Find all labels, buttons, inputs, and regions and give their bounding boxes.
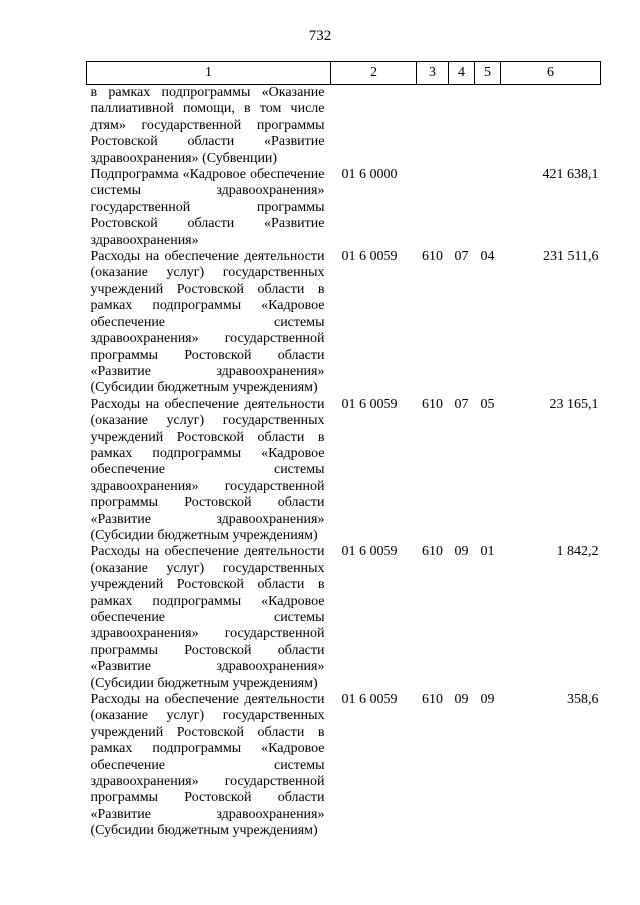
- table-row: [87, 397, 601, 545]
- row-section: 09: [454, 692, 469, 708]
- row-section: 07: [454, 249, 469, 265]
- header-col-6: 6: [501, 62, 601, 85]
- row-section: [449, 167, 475, 249]
- header-col-1: 1: [87, 62, 331, 85]
- row-description: Расходы на обеспечение деятельности (оказание услуг) государственных учреждений Ростовской области в рамках подпрограммы «Кадровое обеспечение системы здравоохранения» государственной программы Ростовской области «Развитие здравоохранения» (Субсидии бюджетным учреждениям): [90, 692, 325, 839]
- row-target-code: 01 6 0059: [341, 396, 398, 412]
- header-col-5: 5: [475, 62, 501, 85]
- row-expense-type: 610: [422, 396, 443, 412]
- row-subsection: 01: [480, 544, 495, 560]
- header-col-2: 2: [331, 62, 417, 85]
- row-target-code: 01 6 0059: [341, 692, 398, 708]
- row-expense-type: [417, 167, 449, 249]
- table-row: [87, 692, 601, 840]
- header-col-4: 4: [449, 62, 475, 85]
- row-amount: 358,6: [567, 692, 599, 708]
- header-col-3: 3: [417, 62, 449, 85]
- row-section: 07: [454, 396, 469, 412]
- row-expense-type: 610: [422, 249, 443, 265]
- row-subsection: 05: [480, 396, 495, 412]
- row-amount: 421 638,1: [542, 167, 599, 183]
- row-description: Расходы на обеспечение деятельности (оказание услуг) государственных учреждений Ростовской области в рамках подпрограммы «Кадровое обеспечение системы здравоохранения» государственной программы Ростовской области «Развитие здравоохранения» (Субсидии бюджетным учреждениям): [90, 396, 325, 543]
- budget-table: [86, 61, 601, 840]
- row-amount: 23 165,1: [549, 396, 599, 412]
- table-row: [87, 544, 601, 692]
- row-target-code: 01 6 0059: [341, 249, 398, 265]
- row-expense-type: 610: [422, 544, 443, 560]
- table-row: [87, 249, 601, 397]
- table-header-row: [87, 62, 601, 85]
- row-description: Расходы на обеспечение деятельности (оказание услуг) государственных учреждений Ростовской области в рамках подпрограммы «Кадровое обеспечение системы здравоохранения» государственной программы Ростовской области «Развитие здравоохранения» (Субсидии бюджетным учреждениям): [90, 544, 325, 691]
- row-amount: 231 511,6: [543, 249, 599, 265]
- continuation-row: [87, 85, 601, 168]
- row-expense-type: 610: [422, 692, 443, 708]
- row-section: 09: [454, 544, 469, 560]
- row-description: Подпрограмма «Кадровое обеспечение системы здравоохранения» государственной программы Ростовской области «Развитие здравоохранения»: [90, 167, 325, 248]
- row-subsection: 09: [480, 692, 495, 708]
- page-number: 732: [308, 28, 332, 44]
- row-target-code: 01 6 0059: [341, 544, 398, 560]
- row-subsection: 04: [480, 249, 495, 265]
- row-description: Расходы на обеспечение деятельности (оказание услуг) государственных учреждений Ростовской области в рамках подпрограммы «Кадровое обеспечение системы здравоохранения» государственной программы Ростовской области «Развитие здравоохранения» (Субсидии бюджетным учреждениям): [90, 249, 325, 396]
- row-amount: 1 842,2: [556, 544, 599, 560]
- row-target-code: 01 6 0000: [341, 167, 398, 183]
- row-description: в рамках подпрограммы «Оказание паллиативной помощи, в том числе дтям» государственной программы Ростовской области «Развитие здравоохранения» (Субвенции): [90, 85, 325, 166]
- table-row: [87, 167, 601, 249]
- row-subsection: [475, 167, 501, 249]
